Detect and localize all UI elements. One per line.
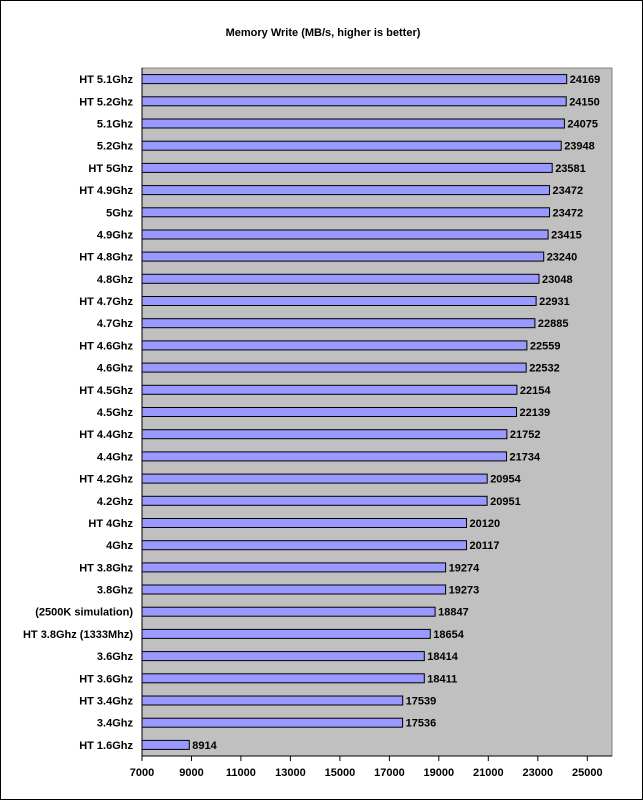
- category-label: HT 4.9Ghz: [79, 185, 133, 198]
- category-label: 4Ghz: [106, 540, 133, 553]
- category-label: 4.5Ghz: [96, 407, 133, 419]
- category-label: 4.2Ghz: [96, 495, 133, 508]
- value-label: 19273: [448, 584, 480, 597]
- bar: [142, 541, 467, 550]
- chart-title: Memory Write (MB/s, higher is better): [225, 27, 421, 39]
- value-label: 18847: [438, 606, 469, 619]
- bar: [142, 674, 424, 683]
- bar: [142, 519, 467, 528]
- value-label: 19274: [448, 562, 480, 575]
- category-label: 4.7Ghz: [96, 318, 133, 331]
- x-tick-label: 21000: [473, 767, 504, 779]
- category-label: HT 4.7Ghz: [79, 296, 133, 308]
- value-label: 23415: [551, 229, 582, 242]
- category-label: 4.8Ghz: [96, 273, 133, 286]
- category-label: HT 4.5Ghz: [79, 384, 133, 397]
- category-label: 3.8Ghz: [96, 584, 133, 597]
- value-label: 23048: [542, 273, 573, 286]
- category-label: HT 4.6Ghz: [79, 340, 133, 353]
- bar: [142, 629, 430, 638]
- category-label: HT 4.4Ghz: [79, 429, 133, 442]
- value-label: 22139: [519, 407, 551, 419]
- category-labels: [23, 74, 134, 752]
- bar: [142, 696, 403, 705]
- bar: [142, 319, 535, 328]
- bar: [142, 430, 507, 439]
- value-label: 24075: [567, 118, 598, 131]
- value-label: 21734: [509, 451, 541, 464]
- x-tick-label: 19000: [423, 767, 455, 779]
- bar: [142, 297, 536, 306]
- category-label: HT 3.8Ghz (1333Mhz): [22, 628, 133, 641]
- bar: [142, 208, 550, 217]
- value-label: 8914: [192, 739, 217, 752]
- value-label: 22885: [537, 318, 569, 331]
- bar: [142, 363, 526, 372]
- bar: [142, 252, 544, 261]
- value-label: 20117: [469, 540, 500, 553]
- value-label: 18414: [427, 651, 458, 664]
- category-label: 4.6Ghz: [96, 362, 133, 375]
- bar: [142, 274, 539, 283]
- bar: [142, 563, 446, 572]
- value-label: 23581: [555, 162, 586, 175]
- category-label: 4.9Ghz: [96, 229, 133, 242]
- bar: [142, 119, 564, 128]
- bar: [142, 141, 561, 150]
- value-label: 20954: [490, 473, 521, 486]
- category-label: 3.4Ghz: [96, 717, 133, 730]
- value-label: 22154: [519, 384, 551, 397]
- category-label: HT 4Ghz: [88, 518, 133, 530]
- x-tick-label: 17000: [374, 767, 405, 779]
- bar: [142, 718, 403, 727]
- value-label: 23948: [564, 140, 595, 153]
- value-label: 22931: [539, 296, 570, 308]
- category-label: HT 3.6Ghz: [79, 673, 133, 686]
- bar: [142, 75, 567, 84]
- bar: [142, 740, 189, 749]
- category-label: 4.4Ghz: [96, 451, 133, 464]
- bar: [142, 496, 487, 505]
- category-label: 3.6Ghz: [96, 651, 133, 664]
- category-label: HT 3.4Ghz: [79, 695, 133, 708]
- bar: [142, 341, 527, 350]
- memory-write-chart: [1, 1, 643, 801]
- x-tick-label: 15000: [324, 767, 356, 779]
- bar: [142, 97, 566, 106]
- bar: [142, 385, 517, 394]
- value-label: 17539: [405, 695, 437, 708]
- bar: [142, 452, 507, 461]
- x-tick-label: 11000: [225, 767, 256, 779]
- value-label: 17536: [405, 717, 437, 730]
- value-label: 18654: [433, 628, 464, 641]
- value-label: 23472: [552, 185, 584, 198]
- bar: [142, 585, 446, 594]
- x-tick-label: 7000: [129, 767, 155, 779]
- bar: [142, 163, 552, 172]
- category-label: (2500K simulation): [35, 606, 133, 619]
- bar: [142, 186, 550, 195]
- x-axis-ticks: [130, 756, 603, 779]
- value-label: 22532: [529, 362, 560, 375]
- category-label: HT 4.8Ghz: [79, 251, 133, 264]
- bar: [142, 408, 517, 417]
- value-label: 23472: [552, 207, 584, 220]
- category-label: HT 5.2Ghz: [79, 96, 133, 109]
- category-label: HT 5.1Ghz: [79, 74, 133, 87]
- value-label: 21752: [509, 429, 541, 442]
- category-label: 5.1Ghz: [96, 118, 133, 131]
- category-label: 5.2Ghz: [96, 140, 133, 153]
- x-tick-label: 13000: [275, 767, 306, 779]
- value-label: 23240: [546, 251, 578, 264]
- value-label: 24150: [569, 96, 600, 109]
- category-label: HT 1.6Ghz: [79, 739, 133, 752]
- value-label: 22559: [529, 340, 561, 353]
- category-label: HT 5Ghz: [88, 162, 133, 175]
- value-label: 18411: [427, 673, 458, 686]
- bar: [142, 474, 487, 483]
- x-tick-label: 25000: [572, 767, 603, 779]
- category-label: 5Ghz: [106, 207, 133, 220]
- value-label: 24169: [569, 74, 601, 87]
- bar: [142, 607, 435, 616]
- value-label: 20951: [490, 495, 521, 508]
- bar: [142, 652, 424, 661]
- category-label: HT 4.2Ghz: [79, 473, 133, 486]
- x-tick-label: 23000: [522, 767, 554, 779]
- x-tick-label: 9000: [179, 767, 204, 779]
- value-label: 20120: [469, 518, 501, 530]
- category-label: HT 3.8Ghz: [79, 562, 133, 575]
- bar: [142, 230, 548, 239]
